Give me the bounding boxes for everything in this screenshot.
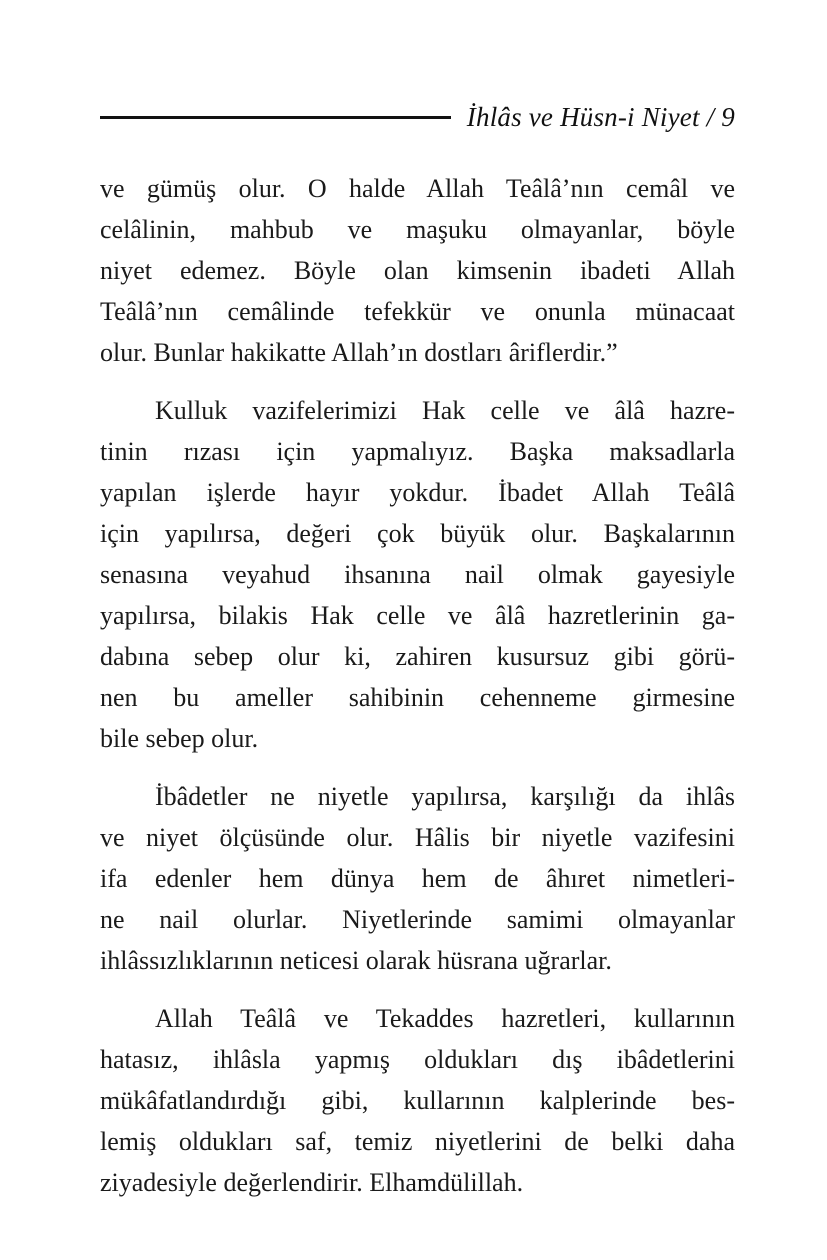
paragraph	[100, 998, 735, 1203]
page-body	[100, 168, 735, 1203]
paragraph	[100, 390, 735, 759]
text-line: tinin rızası için yapmalıyız. Başka maksadlarla	[100, 437, 735, 466]
text-line: yapılan işlerde hayır yokdur. İbadet Allah Teâlâ	[100, 478, 735, 507]
text-line: Allah Teâlâ ve Tekaddes hazretleri, kullarının	[155, 1004, 735, 1033]
header-rule	[100, 116, 451, 119]
text-line: bile sebep olur.	[100, 724, 259, 753]
text-line: dabına sebep olur ki, zahiren kusursuz gibi görü-	[100, 642, 735, 671]
text-line: İbâdetler ne niyetle yapılırsa, karşılığı da ihlâs	[155, 782, 735, 811]
text-line: niyet edemez. Böyle olan kimsenin ibadeti Allah	[100, 256, 735, 285]
text-line: celâlinin, mahbub ve maşuku olmayanlar, böyle	[100, 215, 735, 244]
text-line: olur. Bunlar hakikatte Allah’ın dostları âriflerdir.”	[100, 338, 618, 367]
running-head: İhlâs ve Hüsn-i Niyet / 9	[466, 101, 735, 132]
paragraph	[100, 168, 735, 373]
text-line: için yapılırsa, değeri çok büyük olur. Başkalarının	[100, 519, 735, 548]
text-line: lemiş oldukları saf, temiz niyetlerini de belki daha	[100, 1127, 735, 1156]
text-line: ifa edenler hem dünya hem de âhıret nimetleri-	[100, 864, 735, 893]
text-line: senasına veyahud ihsanına nail olmak gayesiyle	[100, 560, 735, 589]
paragraph	[100, 776, 735, 981]
text-line: mükâfatlandırdığı gibi, kullarının kalplerinde bes-	[100, 1086, 735, 1115]
text-line: ziyadesiyle değerlendirir. Elhamdülillah.	[100, 1168, 524, 1197]
text-line: ihlâssızlıklarının neticesi olarak hüsrana uğrarlar.	[100, 946, 612, 975]
text-line: yapılırsa, bilakis Hak celle ve âlâ hazretlerinin ga-	[100, 601, 735, 630]
text-line: nen bu ameller sahibinin cehenneme girmesine	[100, 683, 735, 712]
text-line: ne nail olurlar. Niyetlerinde samimi olmayanlar	[100, 905, 735, 934]
text-line: Teâlâ’nın cemâlinde tefekkür ve onunla münacaat	[100, 297, 735, 326]
text-line: Kulluk vazifelerimizi Hak celle ve âlâ hazre-	[155, 396, 735, 425]
page-header	[100, 100, 735, 134]
text-line: hatasız, ihlâsla yapmış oldukları dış ibâdetlerini	[100, 1045, 735, 1074]
text-line: ve niyet ölçüsünde olur. Hâlis bir niyetle vazifesini	[100, 823, 735, 852]
text-line: ve gümüş olur. O halde Allah Teâlâ’nın cemâl ve	[100, 174, 735, 203]
